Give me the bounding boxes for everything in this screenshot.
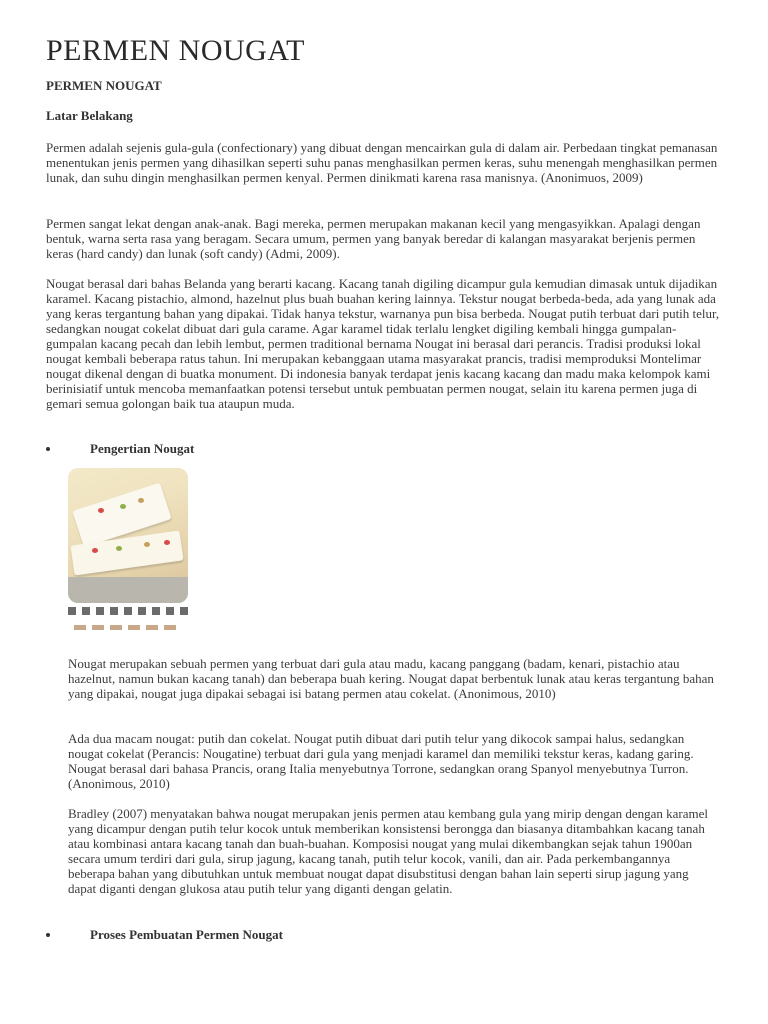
document-title: PERMEN NOUGAT: [46, 34, 306, 67]
paragraph-6: Bradley (2007) menyatakan bahwa nougat merupakan jenis permen atau kembang gula yang mirip dengan dengan karamel yang dicampur dengan putih telur kocok untuk memberikan konsistensi berongga dan biasanya ditambahkan kacang tanah atau kombinasi antara kacang tanah dan buah-buahan. Komposisi nougat yang mulai dikembangkan sejak tahun 1900an secara umum terdiri dari gula, sirup jagung, kacang tanah, putih telur kocok, vanili, dan air. Pada perkembangannya beberapa bahan yang dibutuhkan untuk membuat nougat dapat disubstitusi dengan bahan lain seperti sirup jagung yang dapat diganti dengan glukosa atau putih telur yang diganti dengan gelatin.: [68, 806, 709, 896]
swatch-row: [68, 625, 190, 630]
nut-piece: [116, 546, 122, 551]
bullet-dot-icon: [46, 447, 50, 451]
bullet-label: Pengertian Nougat: [90, 441, 195, 456]
paragraph-4: Nougat merupakan sebuah permen yang terbuat dari gula atau madu, kacang panggang (badam, kenari, pistachio atau hazelnut, namun bukan kacang tanah) dan beberapa buah kering. Nougat dapat berbentuk lunak atau keras tergantung bahan yang dipakai, nougat juga dipakai sebagai isi batang permen atau cokelat. (Anonimous, 2010): [68, 656, 714, 701]
nut-piece: [120, 504, 126, 509]
photo-base: [68, 577, 188, 603]
nut-piece: [164, 540, 170, 545]
nut-piece: [144, 542, 150, 547]
paragraph-5: Ada dua macam nougat: putih dan cokelat. Nougat putih dibuat dari putih telur yang dikocok sampai halus, sedangkan nougat cokelat (Perancis: Nougatine) terbuat dari gula yang menjadi karamel dan memiliki tekstur keras, kadang garing. Nougat berasal dari bahasa Prancis, orang Italia menyebutnya Torrone, sedangkan orang Spanyol menyebutnya Turron. (Anonimous, 2010): [68, 731, 694, 791]
paragraph-1: Permen adalah sejenis gula-gula (confectionary) yang dibuat dengan mencairkan gula di dalam air. Perbedaan tingkat pemanasan menentukan jenis permen yang dihasilkan seperti suhu panas menghasilkan permen keras, suhu menengah menghasilkan permen lunak, dan suhu dingin menghasilkan permen kenyal. Permen dinikmati karena rasa manisnya. (Anonimuos, 2009): [46, 140, 718, 185]
nut-piece: [138, 498, 144, 503]
nut-piece: [98, 508, 104, 513]
document-subtitle: PERMEN NOUGAT: [46, 78, 162, 93]
checker-strip: [68, 607, 188, 615]
paragraph-3: Nougat berasal dari bahas Belanda yang berarti kacang. Kacang tanah digiling dicampur gula kemudian dimasak untuk dijadikan karamel. Kacang pistachio, almond, hazelnut plus buah buahan kering lainnya. Tekstur nougat berbeda-beda, ada yang lunak ada yang keras tergantung bahan yang dipakai. Tidak hanya tekstur, warnanya pun bisa berbeda. Nougat putih terbuat dari putih telur, sedangkan nougat cokelat dibuat dari gula carame. Agar karamel tidak terlalu lengket digiling kembali hingga gumpalan-gumpalan kacang pecah dan lebih lembut, permen traditional bernama Nougat ini berasal dari perancis. Tradisi produksi lokal nougat kembali beberapa ratus tahun. Ini merupakan kebanggaan utama masyarakat prancis, tradisi memproduksi Montelimar nougat dikenal dengan di buatka monument. Di indonesia banyak terdapat jenis kacang kacang dan madu maka kelompok kami berinisiatif untuk mencoba memanfaatkan potensi tersebut untuk pembuatan permen nougat, selain itu karena permen juga di gemari semua golongan baik tua ataupun muda.: [46, 276, 720, 411]
nougat-photo: [68, 468, 188, 603]
bullet-label: Proses Pembuatan Permen Nougat: [90, 927, 283, 942]
section-heading: Latar Belakang: [46, 108, 133, 123]
paragraph-2: Permen sangat lekat dengan anak-anak. Bagi mereka, permen merupakan makanan kecil yang mengasyikkan. Apalagi dengan bentuk, warna serta rasa yang beragam. Secara umum, permen yang banyak beredar di kalangan masyarakat berjenis permen keras (hard candy) dan lunak (soft candy) (Admi, 2009).: [46, 216, 701, 261]
nut-piece: [92, 548, 98, 553]
bullet-dot-icon: [46, 933, 50, 937]
nougat-image: [68, 468, 190, 638]
